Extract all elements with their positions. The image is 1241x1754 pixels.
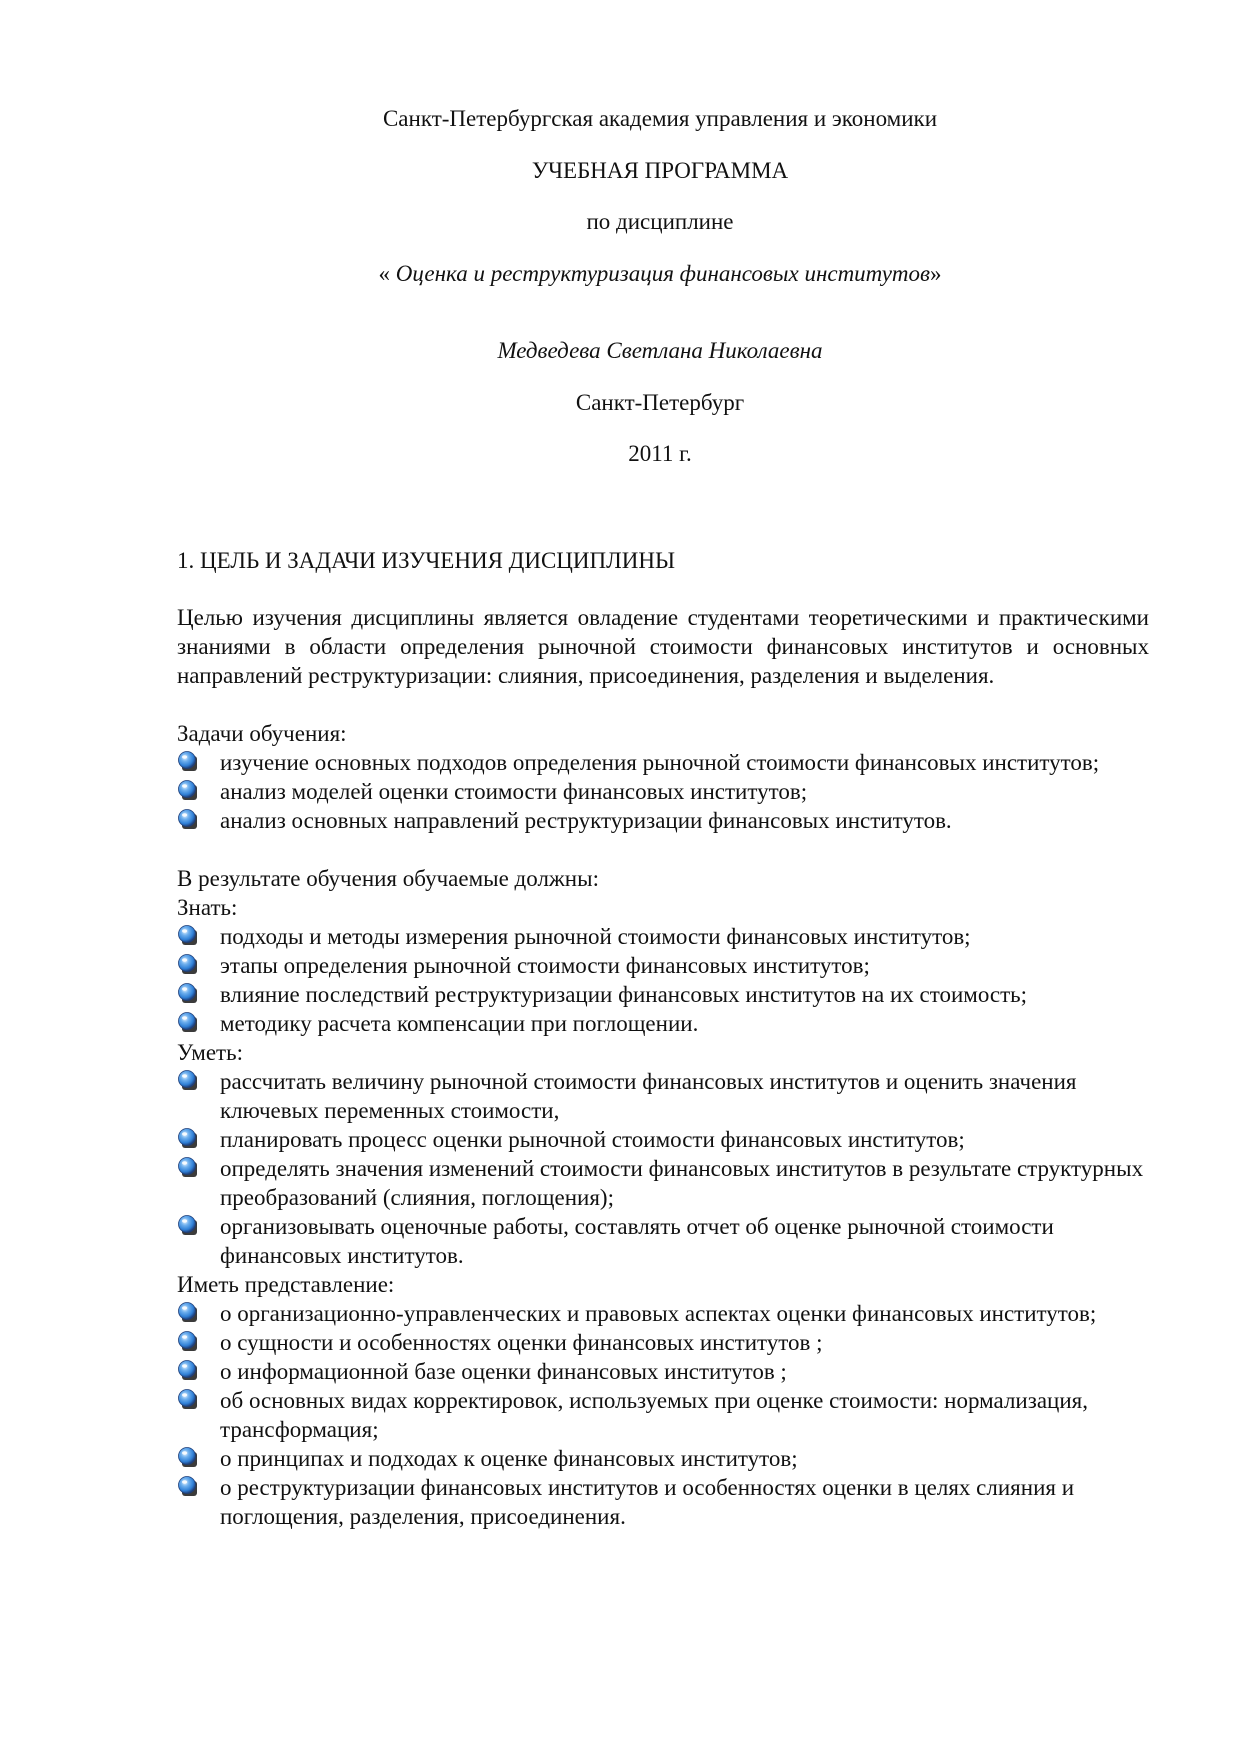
list-item-text: методику расчета компенсации при поглощении. bbox=[220, 1011, 699, 1036]
list-item bbox=[177, 1125, 1145, 1154]
by-discipline: по дисциплине bbox=[586, 209, 734, 234]
list-item bbox=[177, 1154, 1145, 1212]
blue-sphere-bullet-icon bbox=[177, 1011, 199, 1033]
blue-sphere-bullet-icon bbox=[177, 1156, 199, 1178]
tasks-label: Задачи обучения: bbox=[177, 721, 347, 746]
list-item bbox=[177, 951, 1145, 980]
know-label: Знать: bbox=[177, 895, 238, 920]
list-item bbox=[177, 806, 1145, 835]
goal-paragraph: Целью изучения дисциплины является овладение студентами теоретическими и практическими знаниями в области определения рыночной стоимости финансовых институтов и основных направлений реструктуризации: слияния, присоединения, разделения и выделения. bbox=[177, 605, 1149, 688]
discipline-quote-open: « bbox=[378, 261, 396, 286]
list-item bbox=[177, 922, 1145, 951]
blue-sphere-bullet-icon bbox=[177, 982, 199, 1004]
discipline-title bbox=[0, 259, 1241, 288]
list-item bbox=[177, 1357, 1145, 1386]
author-name: Медведева Светлана Николаевна bbox=[497, 338, 823, 363]
blue-sphere-bullet-icon bbox=[177, 953, 199, 975]
idea-list bbox=[177, 1299, 1149, 1531]
blue-sphere-bullet-icon bbox=[177, 808, 199, 830]
result-label: В результате обучения обучаемые должны: bbox=[177, 866, 599, 891]
idea-label: Иметь представление: bbox=[177, 1272, 395, 1297]
list-item-text: о информационной базе оценки финансовых институтов ; bbox=[220, 1359, 787, 1384]
list-item-text: о сущности и особенностях оценки финансовых институтов ; bbox=[220, 1330, 823, 1355]
spacer bbox=[177, 690, 1149, 719]
list-item bbox=[177, 748, 1145, 777]
list-item-text: подходы и методы измерения рыночной стоимости финансовых институтов; bbox=[220, 924, 971, 949]
tasks-list bbox=[177, 748, 1149, 835]
blue-sphere-bullet-icon bbox=[177, 750, 199, 772]
list-item bbox=[177, 1473, 1145, 1531]
institution-name: Санкт-Петербургская академия управления и экономики bbox=[382, 106, 938, 131]
section-1 bbox=[177, 546, 1149, 1531]
list-item-text: организовывать оценочные работы, составлять отчет об оценке рыночной стоимости финансовых институтов. bbox=[220, 1214, 1054, 1268]
blue-sphere-bullet-icon bbox=[177, 1069, 199, 1091]
year: 2011 г. bbox=[628, 441, 692, 466]
blue-sphere-bullet-icon bbox=[177, 1388, 199, 1410]
can-label: Уметь: bbox=[177, 1040, 243, 1065]
list-item-text: влияние последствий реструктуризации финансовых институтов на их стоимость; bbox=[220, 982, 1028, 1007]
list-item-text: планировать процесс оценки рыночной стоимости финансовых институтов; bbox=[220, 1127, 965, 1152]
list-item bbox=[177, 980, 1145, 1009]
list-item-text: об основных видах корректировок, используемых при оценке стоимости: нормализация, трансформация; bbox=[220, 1388, 1088, 1442]
list-item-text: изучение основных подходов определения рыночной стоимости финансовых институтов; bbox=[220, 750, 1100, 775]
blue-sphere-bullet-icon bbox=[177, 1127, 199, 1149]
discipline-name: Оценка и реструктуризация финансовых институтов bbox=[395, 261, 931, 286]
list-item bbox=[177, 1386, 1145, 1444]
blue-sphere-bullet-icon bbox=[177, 1330, 199, 1352]
discipline-quote-close: » bbox=[930, 261, 942, 286]
blue-sphere-bullet-icon bbox=[177, 1214, 199, 1236]
list-item bbox=[177, 1328, 1145, 1357]
blue-sphere-bullet-icon bbox=[177, 1301, 199, 1323]
list-item-text: о организационно-управленческих и правовых аспектах оценки финансовых институтов; bbox=[220, 1301, 1097, 1326]
list-item bbox=[177, 777, 1145, 806]
list-item-text: о реструктуризации финансовых институтов и особенностях оценки в целях слияния и поглощения, разделения, присоединения. bbox=[220, 1475, 1075, 1529]
list-item bbox=[177, 1212, 1145, 1270]
blue-sphere-bullet-icon bbox=[177, 1446, 199, 1468]
section-heading: 1. ЦЕЛЬ И ЗАДАЧИ ИЗУЧЕНИЯ ДИСЦИПЛИНЫ bbox=[177, 548, 676, 573]
blue-sphere-bullet-icon bbox=[177, 924, 199, 946]
document-type: УЧЕБНАЯ ПРОГРАММА bbox=[531, 158, 789, 183]
spacer bbox=[177, 835, 1149, 864]
can-list bbox=[177, 1067, 1149, 1270]
blue-sphere-bullet-icon bbox=[177, 1359, 199, 1381]
list-item-text: о принципах и подходах к оценке финансовых институтов; bbox=[220, 1446, 798, 1471]
list-item-text: этапы определения рыночной стоимости финансовых институтов; bbox=[220, 953, 870, 978]
list-item bbox=[177, 1009, 1145, 1038]
list-item bbox=[177, 1299, 1145, 1328]
list-item-text: рассчитать величину рыночной стоимости финансовых институтов и оценить значения ключевых переменных стоимости, bbox=[220, 1069, 1077, 1123]
list-item-text: анализ основных направлений реструктуризации финансовых институтов. bbox=[220, 808, 952, 833]
list-item bbox=[177, 1444, 1145, 1473]
city: Санкт-Петербург bbox=[575, 390, 745, 415]
list-item bbox=[177, 1067, 1145, 1125]
know-list bbox=[177, 922, 1149, 1038]
blue-sphere-bullet-icon bbox=[177, 779, 199, 801]
list-item-text: определять значения изменений стоимости финансовых институтов в результате структурных преобразований (слияния, поглощения); bbox=[220, 1156, 1144, 1210]
list-item-text: анализ моделей оценки стоимости финансовых институтов; bbox=[220, 779, 808, 804]
blue-sphere-bullet-icon bbox=[177, 1475, 199, 1497]
